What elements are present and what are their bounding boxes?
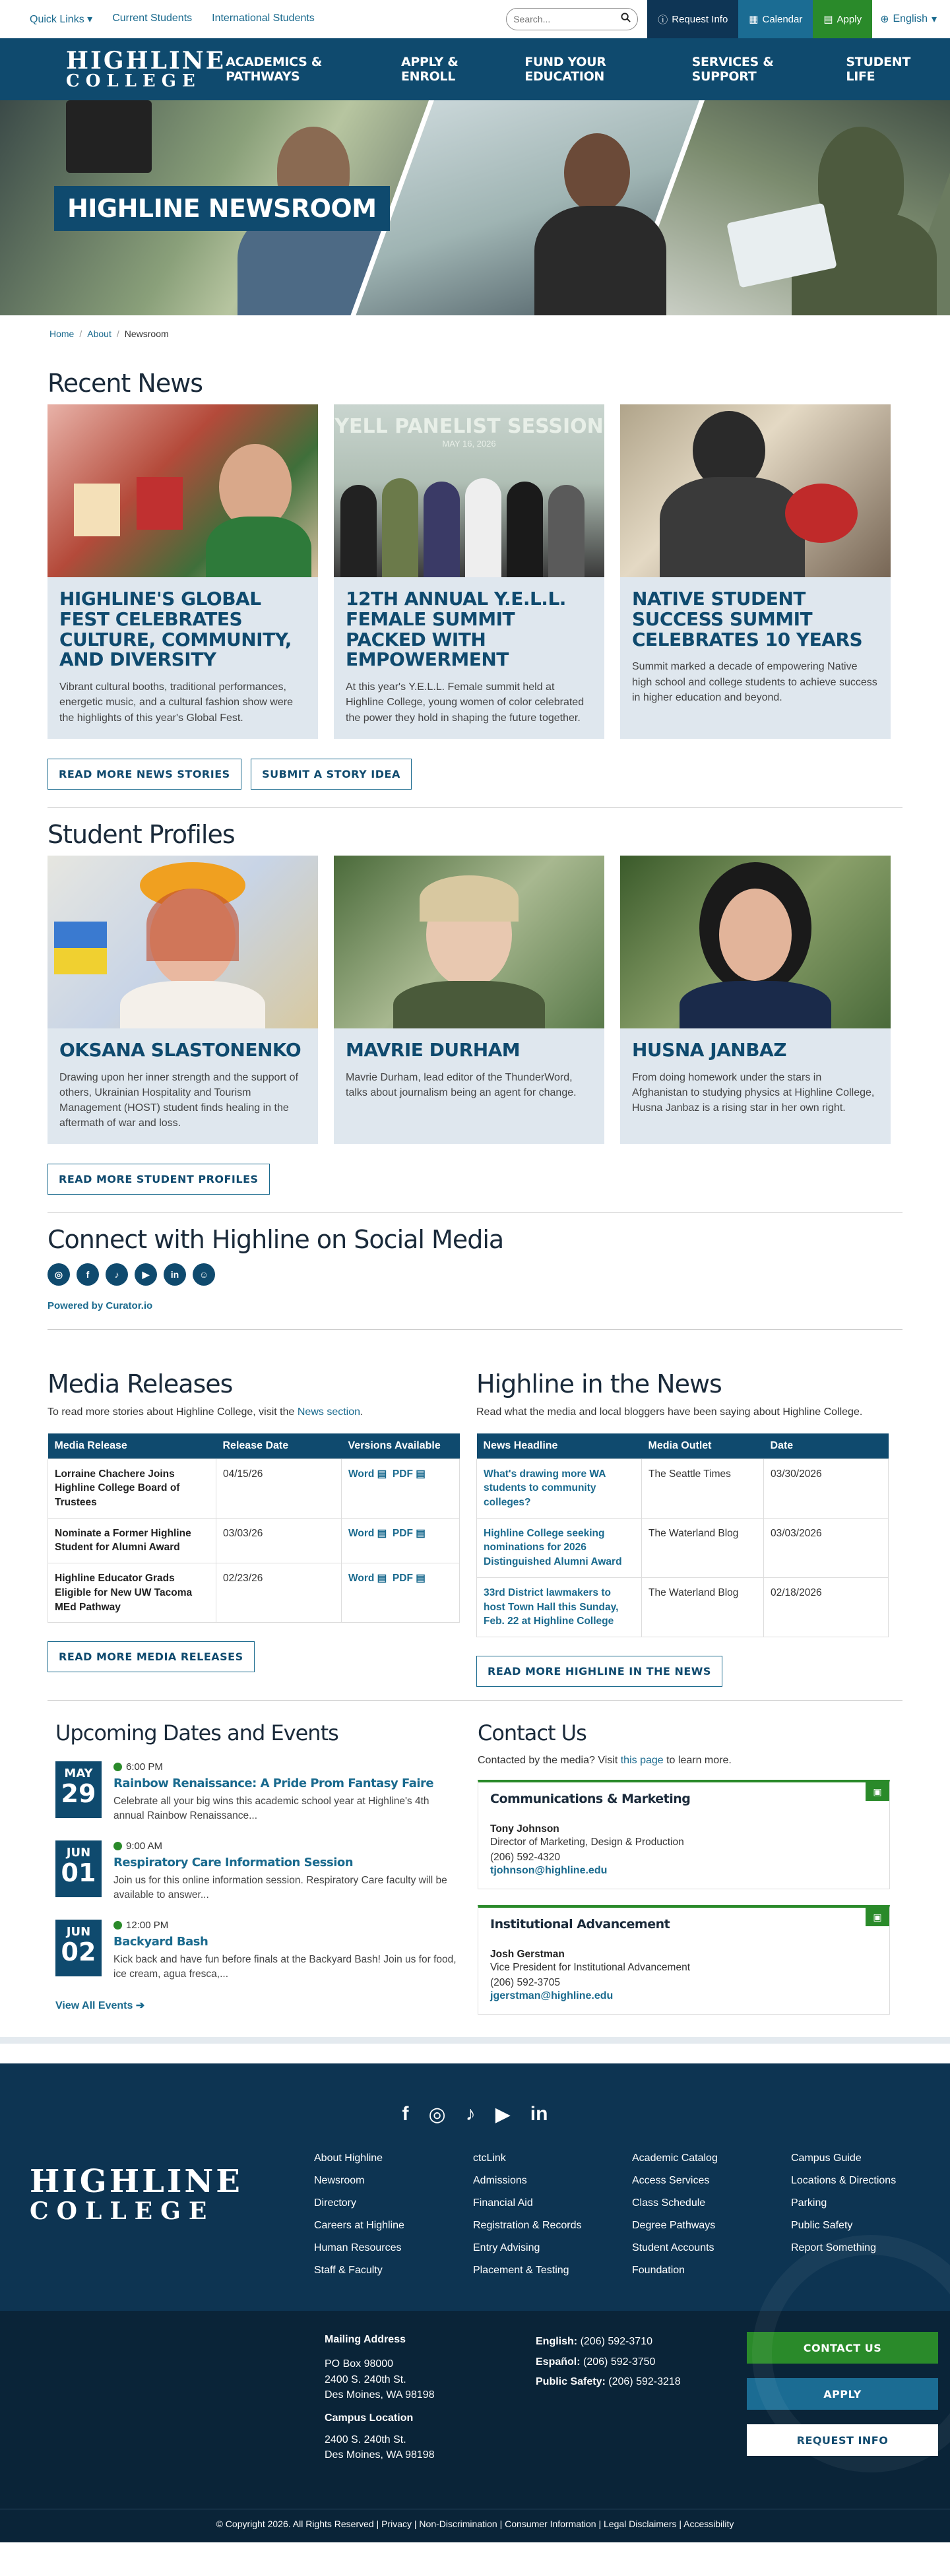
arrow-right-icon: ➔ [135, 1999, 145, 2011]
banner-text: YELL PANELIST SESSION [334, 415, 604, 438]
tiktok-icon[interactable]: ♪ [106, 1263, 128, 1286]
youtube-icon[interactable]: ▶ [135, 1263, 157, 1286]
word-link[interactable] [348, 1528, 387, 1539]
phone-label: English: [536, 2336, 578, 2348]
media-releases-section [48, 1369, 460, 1687]
instagram-icon[interactable]: ◎ [48, 1263, 70, 1286]
news-summary: At this year's Y.E.L.L. Female summit held at Highline College, young women of color celebrated the power they hold in shaping the future together. [346, 681, 585, 724]
clock-icon [113, 1842, 122, 1850]
footer-link[interactable]: Admissions [473, 2175, 527, 2187]
nav-apply-enroll[interactable]: APPLY & ENROLL [400, 55, 459, 84]
breadcrumb-separator: / [116, 329, 119, 339]
document-icon: ▤ [416, 1573, 426, 1585]
pdf-link[interactable] [393, 1468, 426, 1480]
news-image-global-fest [48, 404, 318, 577]
news-date: 03/30/2026 [764, 1459, 889, 1518]
address-line: Des Moines, WA 98198 [325, 2449, 435, 2461]
event-month: JUN [66, 1924, 91, 1939]
footer-link[interactable]: Registration & Records [473, 2220, 582, 2232]
search-input[interactable] [513, 14, 621, 24]
contact-intro [478, 1753, 890, 1768]
profile-card[interactable] [620, 856, 891, 1145]
divider [48, 807, 902, 808]
event-title-link[interactable]: Respiratory Care Information Session [113, 1855, 354, 1869]
footer-request-info-button[interactable]: REQUEST INFO [747, 2424, 938, 2456]
read-more-profiles-button[interactable]: READ MORE STUDENT PROFILES [48, 1164, 270, 1195]
footer-link[interactable]: Human Resources [314, 2242, 402, 2254]
release-title: Lorraine Chachere Joins Highline College Board of Trustees [48, 1459, 216, 1518]
contact-dept: Institutional Advancement [490, 1917, 670, 1932]
table-row [48, 1459, 460, 1518]
footer-link[interactable]: Newsroom [314, 2175, 365, 2187]
phone-english[interactable]: (206) 592-3710 [580, 2336, 652, 2348]
request-info-label: Request Info [672, 13, 728, 25]
footer-link[interactable]: Staff & Faculty [314, 2265, 383, 2277]
events-heading: Upcoming Dates and Events [55, 1720, 338, 1745]
profile-image-oksana [48, 856, 318, 1028]
recent-news-heading: Recent News [48, 369, 203, 398]
event-month: JUN [66, 1845, 91, 1860]
footer-link[interactable]: Student Accounts [632, 2242, 714, 2254]
event-date-badge [55, 1920, 102, 1976]
footer-link[interactable]: Report Something [791, 2242, 876, 2254]
logo-line1: HIGHLINE [66, 47, 226, 75]
footer-logo[interactable] [30, 2152, 314, 2311]
phone-safety[interactable]: (206) 592-3218 [608, 2375, 681, 2387]
event-time-text: 9:00 AM [126, 1840, 163, 1852]
social-icons [48, 1263, 950, 1286]
table-row [48, 1518, 460, 1563]
contact-name: Tony Johnson [490, 1823, 559, 1835]
address-line: Des Moines, WA 98198 [325, 2389, 435, 2401]
current-students-link[interactable]: Current Students [112, 13, 193, 24]
news-headline-link[interactable]: 33rd District lawmakers to host Town Hall this Sunday, Feb. 22 at Highline College [477, 1577, 642, 1637]
footer-link[interactable]: Academic Catalog [632, 2152, 718, 2164]
news-card[interactable] [334, 404, 604, 739]
logo-line2: COLLEGE [66, 71, 201, 91]
document-icon: ▤ [377, 1573, 387, 1585]
document-icon: ▤ [416, 1468, 426, 1480]
in-the-news-section [476, 1369, 889, 1687]
media-releases-heading: Media Releases [48, 1369, 233, 1399]
event-date-badge [55, 1761, 102, 1818]
contact-card [478, 1780, 890, 1889]
event-time-text: 6:00 PM [126, 1761, 163, 1773]
request-info-button[interactable] [647, 0, 738, 38]
col-header: News Headline [477, 1433, 642, 1459]
read-more-news-button[interactable]: READ MORE NEWS STORIES [48, 759, 241, 790]
curator-link[interactable]: Powered by Curator.io [48, 1300, 153, 1312]
profile-card[interactable] [334, 856, 604, 1145]
contact-email-link[interactable]: jgerstman@highline.edu [490, 1990, 614, 2002]
event-time [113, 1761, 461, 1773]
profile-name[interactable]: HUSNA JANBAZ [632, 1038, 787, 1061]
breadcrumb-separator: / [79, 329, 82, 339]
col-header: Media Outlet [642, 1433, 764, 1459]
release-title: Highline Educator Grads Eligible for New UW Tacoma MEd Pathway [48, 1563, 216, 1623]
highline-logo[interactable] [66, 49, 226, 90]
footer-link[interactable]: Locations & Directions [791, 2175, 897, 2187]
instagram-icon[interactable]: ◎ [428, 2104, 446, 2126]
profile-summary: Mavrie Durham, lead editor of the ThunderWord, talks about journalism being an agent for change. [346, 1071, 577, 1098]
release-date: 04/15/26 [216, 1459, 342, 1518]
profile-card[interactable] [48, 856, 318, 1145]
utility-bar [0, 0, 950, 38]
campus-label: Campus Location [325, 2412, 414, 2424]
globe-icon: ⊕ [880, 14, 889, 25]
profile-image-mavrie [334, 856, 604, 1028]
phone-label: Public Safety: [536, 2375, 606, 2387]
copyright: © Copyright 2026. All Rights Reserved | Privacy | Non-Discrimination | Consumer Information | Legal Disclaimers | Accessibility [0, 2509, 950, 2542]
event-item [55, 1840, 461, 1903]
footer-contact-button[interactable]: CONTACT US [747, 2332, 938, 2364]
footer-link[interactable]: Campus Guide [791, 2152, 862, 2164]
youtube-icon[interactable]: ▶ [495, 2104, 511, 2126]
footer-link[interactable]: Parking [791, 2197, 827, 2209]
col-header: Release Date [216, 1433, 342, 1459]
word-link[interactable] [348, 1573, 387, 1584]
contact-role: Director of Marketing, Design & Production [490, 1837, 684, 1848]
document-icon: ▤ [377, 1527, 387, 1539]
language-label: English [893, 13, 928, 24]
quick-links-menu[interactable] [30, 13, 92, 26]
event-item [55, 1761, 461, 1824]
news-title[interactable]: HIGHLINE'S GLOBAL FEST CELEBRATES CULTURE, COMMUNITY, AND DIVERSITY [59, 588, 292, 671]
event-day: 02 [61, 1937, 96, 1966]
event-title-link[interactable]: Rainbow Renaissance: A Pride Prom Fantasy Faire [113, 1776, 434, 1790]
table-row [477, 1459, 889, 1518]
news-title[interactable]: NATIVE STUDENT SUCCESS SUMMIT CELEBRATES 10 YEARS [632, 588, 863, 650]
col-header: Media Release [48, 1433, 216, 1459]
nav-student-life[interactable]: STUDENT LIFE [846, 55, 911, 84]
pdf-label: PDF [392, 1527, 413, 1539]
footer-social-icons [0, 2103, 950, 2126]
page-title: HIGHLINE NEWSROOM [54, 186, 390, 231]
facebook-icon[interactable]: f [77, 1263, 99, 1286]
footer-link[interactable]: Directory [314, 2197, 357, 2209]
chat-icon: ▣ [866, 1782, 889, 1801]
divider [48, 1700, 902, 1701]
address-line: PO Box 98000 [325, 2358, 394, 2370]
media-outlet: The Waterland Blog [642, 1577, 764, 1637]
logo-line2: COLLEGE [30, 2197, 215, 2226]
news-image-yell-summit [334, 404, 604, 577]
footer-link[interactable]: ctcLink [473, 2152, 506, 2164]
hero-banner [0, 100, 950, 315]
footer-link[interactable]: Careers at Highline [314, 2220, 404, 2232]
table-row [48, 1563, 460, 1623]
contact-card [478, 1905, 890, 2015]
news-image-native-summit [620, 404, 891, 577]
contact-role: Vice President for Institutional Advancement [490, 1962, 690, 1974]
events-section [55, 1720, 461, 2030]
footer-link[interactable]: About Highline [314, 2152, 383, 2164]
news-summary: Vibrant cultural booths, traditional performances, energetic music, and a cultural fashion show were the highlights of this year's Global Fest. [59, 681, 293, 724]
event-time [113, 1840, 461, 1852]
main-navigation [0, 38, 950, 100]
logo-line1: HIGHLINE [30, 2163, 243, 2201]
contact-dept: Communications & Marketing [490, 1792, 691, 1807]
footer-link[interactable]: Access Services [632, 2175, 710, 2187]
divider [48, 1212, 902, 1213]
release-date: 03/03/26 [216, 1518, 342, 1563]
in-the-news-table [476, 1433, 889, 1637]
this-page-link[interactable]: this page [620, 1754, 664, 1766]
event-day: 29 [61, 1778, 96, 1808]
event-month: MAY [64, 1766, 93, 1780]
news-cards [48, 404, 950, 739]
word-label: Word [348, 1527, 375, 1539]
media-intro-text: To read more stories about Highline College, visit the [48, 1406, 298, 1418]
word-label: Word [348, 1573, 375, 1585]
facebook-icon[interactable]: f [402, 2103, 409, 2125]
profile-summary: From doing homework under the stars in Afghanistan to studying physics at Highline College, Husna Janbaz is a rising star in her own right. [632, 1071, 875, 1114]
release-title: Nominate a Former Highline Student for Alumni Award [48, 1518, 216, 1563]
news-headline-link[interactable]: What's drawing more WA students to community colleges? [477, 1459, 642, 1518]
col-header: Date [764, 1433, 889, 1459]
event-description: Join us for this online information session. Respiratory Care faculty will be available to answer... [113, 1874, 447, 1901]
search-box [506, 8, 638, 30]
linkedin-icon[interactable]: in [164, 1263, 186, 1286]
footer-separator [0, 2037, 950, 2044]
event-time-text: 12:00 PM [126, 1919, 169, 1931]
news-section-link[interactable]: News section [297, 1406, 361, 1418]
clock-icon [113, 1921, 122, 1930]
news-title[interactable]: 12TH ANNUAL Y.E.L.L. FEMALE SUMMIT PACKED WITH EMPOWERMENT [346, 588, 566, 671]
profile-name[interactable]: MAVRIE DURHAM [346, 1038, 521, 1061]
footer-link[interactable]: Placement & Testing [473, 2265, 569, 2277]
contact-email-link[interactable]: tjohnson@highline.edu [490, 1865, 608, 1877]
contact-intro-end: to learn more. [663, 1754, 732, 1766]
banner-date: MAY 16, 2026 [442, 439, 496, 449]
view-all-events-link[interactable] [55, 2000, 144, 2011]
media-outlet: The Seattle Times [642, 1459, 764, 1518]
breadcrumb-home[interactable]: Home [49, 329, 75, 339]
col-header: Versions Available [342, 1433, 460, 1459]
footer-link[interactable]: Financial Aid [473, 2197, 533, 2209]
footer-address [325, 2332, 536, 2509]
footer-phones [536, 2332, 747, 2509]
document-icon: ▤ [823, 14, 833, 25]
calendar-button[interactable] [738, 0, 813, 38]
release-date: 02/23/26 [216, 1563, 342, 1623]
event-day: 01 [61, 1858, 96, 1887]
footer-link[interactable]: Public Safety [791, 2220, 853, 2232]
table-row [477, 1518, 889, 1577]
news-card[interactable] [620, 404, 891, 739]
contact-heading: Contact Us [478, 1720, 586, 1745]
footer-link[interactable]: Degree Pathways [632, 2220, 716, 2232]
clock-icon [113, 1763, 122, 1771]
contact-name: Josh Gerstman [490, 1949, 565, 1961]
student-profiles-heading: Student Profiles [48, 819, 235, 849]
address-line: 2400 S. 240th St. [325, 2373, 406, 2385]
event-title-link[interactable]: Backyard Bash [113, 1934, 208, 1949]
submit-story-button[interactable]: SUBMIT A STORY IDEA [251, 759, 412, 790]
in-the-news-heading: Highline in the News [476, 1369, 722, 1399]
social-heading: Connect with Highline on Social Media [48, 1225, 504, 1255]
breadcrumb [0, 315, 950, 339]
footer-link[interactable]: Entry Advising [473, 2242, 540, 2254]
media-intro-end: . [360, 1406, 364, 1418]
word-label: Word [348, 1468, 375, 1480]
info-icon: ⓘ [658, 14, 668, 26]
nav-services-support[interactable]: SERVICES & SUPPORT [691, 55, 774, 84]
profile-cards [48, 856, 950, 1145]
word-link[interactable] [348, 1468, 387, 1480]
tiktok-icon[interactable]: ♪ [465, 2103, 476, 2125]
breadcrumb-about[interactable]: About [87, 329, 111, 339]
read-more-media-button[interactable]: READ MORE MEDIA RELEASES [48, 1641, 255, 1672]
pdf-link[interactable] [393, 1573, 426, 1584]
document-icon: ▤ [377, 1468, 387, 1480]
news-summary: Summit marked a decade of empowering Native high school and college students to achieve success in higher education and beyond. [632, 661, 877, 703]
contact-section [478, 1720, 890, 2030]
calendar-label: Calendar [762, 13, 803, 25]
breadcrumb-current: Newsroom [124, 329, 169, 339]
news-headline-link[interactable]: Highline College seeking nominations for 2026 Distinguished Alumni Award [477, 1518, 642, 1577]
address-line: 2400 S. 240th St. [325, 2434, 406, 2446]
table-row [477, 1577, 889, 1637]
document-icon: ▤ [416, 1527, 426, 1539]
pdf-label: PDF [392, 1573, 413, 1585]
footer-link[interactable]: Foundation [632, 2265, 685, 2277]
pdf-label: PDF [392, 1468, 413, 1480]
chevron-down-icon: ▾ [87, 14, 93, 25]
news-date: 03/03/2026 [764, 1518, 889, 1577]
media-releases-table [48, 1433, 460, 1623]
chat-icon: ▣ [866, 1908, 889, 1926]
news-card[interactable] [48, 404, 318, 739]
profile-name[interactable]: OKSANA SLASTONENKO [59, 1038, 301, 1061]
phone-espanol[interactable]: (206) 592-3750 [583, 2356, 656, 2368]
mailing-label: Mailing Address [325, 2334, 406, 2346]
quick-links-label: Quick Links [30, 14, 84, 25]
event-date-badge [55, 1840, 102, 1897]
nav-academics[interactable]: ACADEMICS & PATHWAYS [226, 55, 323, 84]
media-outlet: The Waterland Blog [642, 1518, 764, 1577]
news-date: 02/18/2026 [764, 1577, 889, 1637]
divider [48, 1329, 902, 1330]
footer-apply-button[interactable]: APPLY [747, 2378, 938, 2410]
footer-link[interactable]: Class Schedule [632, 2197, 706, 2209]
contact-phone: (206) 592-4320 [490, 1851, 560, 1863]
apply-button[interactable] [813, 0, 872, 38]
snapchat-icon[interactable]: ☺ [193, 1263, 215, 1286]
profile-summary: Drawing upon her inner strength and the support of others, Ukrainian Hospitality and Tourism Management (HOST) student finds healing in the aftermath of war and loss. [59, 1071, 299, 1129]
in-news-intro: Read what the media and local bloggers have been saying about Highline College. [476, 1406, 863, 1418]
pdf-link[interactable] [393, 1528, 426, 1539]
profile-image-husna [620, 856, 891, 1028]
event-description: Celebrate all your big wins this academic school year at Highline's 4th annual Rainbow Renaissance... [113, 1795, 429, 1822]
calendar-icon: ▦ [749, 14, 759, 25]
media-intro [48, 1405, 460, 1420]
view-all-label: View All Events [55, 1999, 133, 2011]
contact-phone: (206) 592-3705 [490, 1976, 560, 1988]
international-students-link[interactable]: International Students [212, 13, 315, 24]
footer [0, 2063, 950, 2542]
chevron-down-icon: ▾ [931, 14, 937, 25]
nav-fund-education[interactable]: FUND YOUR EDUCATION [524, 55, 606, 84]
language-selector[interactable] [872, 0, 950, 38]
apply-label: Apply [837, 13, 862, 25]
read-more-in-news-button[interactable]: READ MORE HIGHLINE IN THE NEWS [476, 1656, 722, 1687]
event-description: Kick back and have fun before finals at the Backyard Bash! Join us for food, ice cream, agua fresca,... [113, 1953, 457, 1980]
phone-label: Español: [536, 2356, 581, 2368]
linkedin-icon[interactable]: in [530, 2103, 548, 2125]
search-icon[interactable] [621, 13, 631, 26]
contact-intro-text: Contacted by the media? Visit [478, 1754, 621, 1766]
event-item [55, 1920, 461, 1982]
event-time [113, 1920, 461, 1931]
